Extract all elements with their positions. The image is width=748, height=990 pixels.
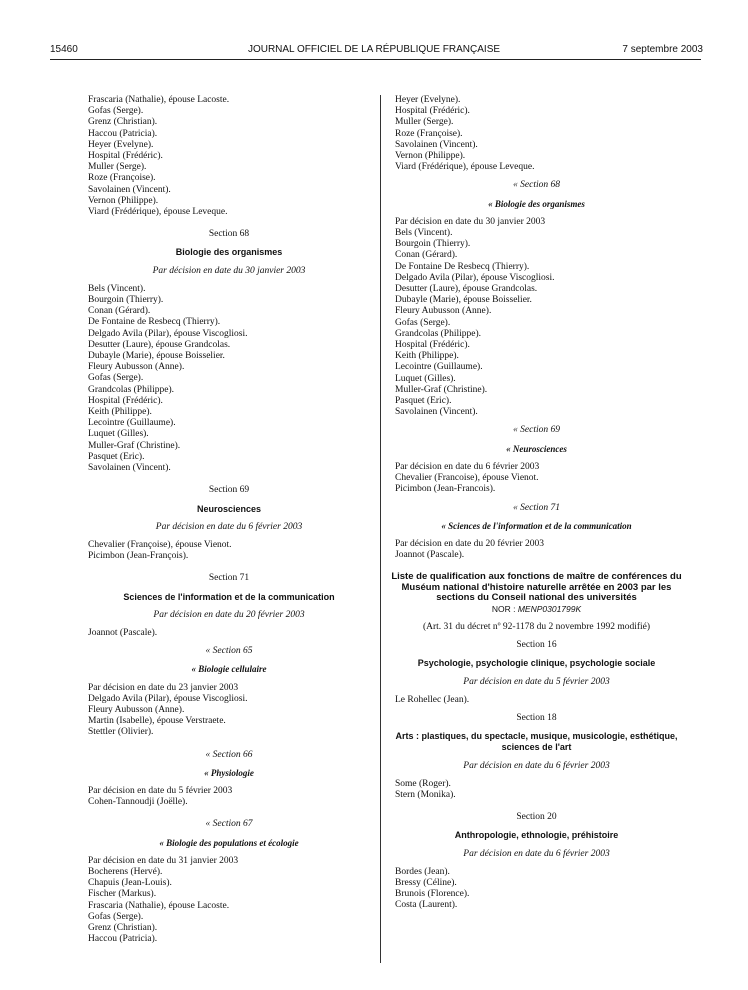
list-line: Savolainen (Vincent). [395,139,478,150]
list-line: Gofas (Serge). [88,373,144,384]
list-line: Hospital (Frédéric). [88,151,163,162]
spacer [88,585,370,592]
spacer [395,754,678,761]
list-line: Gofas (Serge). [88,911,144,922]
spacer [88,562,370,573]
spacer [395,210,678,217]
list-line: Luquet (Gilles). [88,429,149,440]
spacer [395,724,678,731]
decision-date: « Section 65 [205,646,253,657]
spacer [395,437,678,444]
spacer [88,831,370,838]
list-line: Joannot (Pascale). [395,550,465,561]
spacer [395,706,678,713]
decision-date: Par décision en date du 6 février 2003 [155,521,303,532]
subsection-title: « Biologie des organismes [488,198,585,209]
list-line: Fleury Aubusson (Anne). [88,704,185,715]
subsection-title: « Biologie cellulaire [191,664,267,675]
list-line: Bourgoin (Thierry). [88,295,164,306]
section-title: Anthropologie, ethnologie, préhistoire [454,830,619,841]
list-line: De Fontaine de Resbecq (Thierry). [88,317,221,328]
list-line: Conan (Gérard). [395,250,458,261]
section-title: Psychologie, psychologie clinique, psychologie sociale [417,658,656,669]
section-number: Section 68 [208,229,250,240]
spacer [88,515,370,522]
list-line: Par décision en date du 6 février 2003 [395,461,540,472]
list-line: Fleury Aubusson (Anne). [395,306,492,317]
section-number: Section 71 [208,573,250,584]
list-line: Chevalier (Françoise), épouse Vienot. [88,539,232,550]
section-number: Section 18 [516,713,557,724]
spacer [88,218,370,229]
list-line: Muller-Graf (Christine). [88,440,181,451]
subsection-title: « Sciences de l'information et de la communication [441,520,632,531]
decision-date: « Section 71 [513,502,560,513]
spacer [395,633,678,640]
spacer [395,688,678,695]
header-rule [50,59,701,60]
section-title: Biologie des organismes [175,247,283,258]
list-line: Hospital (Frédéric). [395,106,470,117]
list-line: Dubayle (Marie), épouse Boisselier. [88,351,225,362]
list-line: Pasquet (Eric). [88,451,145,462]
section-title: Arts : plastiques, du spectacle, musique, musicologie, esthétique, sciences de l'art [395,731,678,753]
decision-date: Par décision en date du 6 février 2003 [463,760,610,771]
section-title: Sciences de l'information et de la communication [123,591,335,602]
list-line: Lecointre (Guillaume). [88,418,176,429]
list-line: Savolainen (Vincent). [395,407,478,418]
list-line: Cohen-Tannoudji (Joëlle). [88,797,188,808]
list-line: Viard (Frédérique), épouse Leveque. [395,162,535,173]
right-column [391,95,682,912]
spacer [395,455,678,462]
list-line: Par décision en date du 23 janvier 2003 [88,682,239,693]
spacer [88,639,370,646]
section-number: Section 69 [208,485,250,496]
list-line: Martin (Isabelle), épouse Verstraete. [88,716,226,727]
spacer [88,603,370,610]
spacer [88,497,370,504]
section-number: Section 16 [516,640,557,651]
list-line: Keith (Philippe). [88,407,152,418]
list-line: Muller (Serge). [88,162,147,173]
list-line: Gofas (Serge). [395,317,451,328]
list-line: Grenz (Christian). [88,922,158,933]
list-line: Dubayle (Marie), épouse Boisselier. [395,295,532,306]
spacer [395,860,678,867]
decision-date: Par décision en date du 6 février 2003 [463,848,610,859]
list-line: Hospital (Frédéric). [88,395,163,406]
nor-reference [395,604,678,615]
list-line: Grenz (Christian). [88,117,158,128]
list-line: Pasquet (Eric). [395,396,452,407]
spacer [88,761,370,768]
page-number: 15460 [50,44,78,55]
list-line: Roze (Françoise). [395,128,463,139]
spacer [88,621,370,628]
list-line: Vernon (Philippe). [395,151,466,162]
list-line: Frascaria (Nathalie), épouse Lacoste. [88,95,230,105]
spacer [395,514,678,521]
decision-date: Par décision en date du 30 janvier 2003 [152,265,306,276]
spacer [395,823,678,830]
list-line: Desutter (Laure), épouse Grandcolas. [395,284,538,295]
list-line: Par décision en date du 31 janvier 2003 [88,855,239,866]
spacer [88,474,370,485]
list-line: Fleury Aubusson (Anne). [88,362,185,373]
list-line: Chevalier (Francoise), épouse Vienot. [395,473,539,484]
section-number: Section 20 [516,812,557,823]
list-line: Desutter (Laure), épouse Grandcolas. [88,339,231,350]
page-header [0,44,748,60]
section-title: Neurosciences [196,503,262,514]
list-line: Par décision en date du 5 février 2003 [88,785,233,796]
list-line: Lecointre (Guillaume). [395,362,483,373]
nor-label: NOR : [491,603,516,614]
subsection-title: « Neurosciences [506,443,567,454]
list-line: Grandcolas (Philippe). [395,328,482,339]
spacer [88,808,370,819]
list-line: Bordes (Jean). [395,866,450,877]
list-line: Muller-Graf (Christine). [395,384,488,395]
publication-date: 7 septembre 2003 [622,44,703,55]
list-line: Bocherens (Hervé). [88,866,163,877]
spacer [395,651,678,658]
spacer [395,532,678,539]
spacer [395,173,678,180]
list-heading: Liste de qualification aux fonctions de maître de conférences du Muséum national d'histoire naturelle arrêtée en 2003 par les sections du Conseil national des universités [391,571,682,604]
list-line: Le Rohellec (Jean). [395,694,470,705]
nor-code: MENP0301799K [517,603,582,614]
spacer [88,259,370,266]
list-line: Luquet (Gilles). [395,373,456,384]
list-line: Keith (Philippe). [395,351,459,362]
spacer [395,615,678,622]
list-line: Par décision en date du 20 février 2003 [395,538,545,549]
list-line: Costa (Laurent). [395,900,458,911]
list-line: Par décision en date du 30 janvier 2003 [395,216,546,227]
list-line: Stettler (Olivier). [88,727,154,738]
list-line: Stern (Monika). [395,790,456,801]
list-line: Bels (Vincent). [395,228,453,239]
spacer [395,496,678,503]
list-line: Frascaria (Nathalie), épouse Lacoste. [88,900,230,911]
list-line: Delgado Avila (Pilar), épouse Viscogliosi. [88,693,248,704]
list-line: Bressy (Céline). [395,878,457,889]
list-line: Bels (Vincent). [88,283,146,294]
decision-date: « Section 67 [205,819,253,830]
decision-date: Par décision en date du 20 février 2003 [153,609,305,620]
subsection-title: « Biologie des populations et écologie [159,837,299,848]
spacer [88,739,370,750]
list-line: Hospital (Frédéric). [395,340,470,351]
subsection-title: « Physiologie [204,767,254,778]
list-line: Muller (Serge). [395,117,454,128]
list-line: Delgado Avila (Pilar), épouse Viscogliosi. [88,328,248,339]
list-line: Haccou (Patricia). [88,934,158,945]
column-divider [380,95,381,963]
spacer [395,670,678,677]
list-line: Joannot (Pascale). [88,627,158,638]
left-column [88,95,370,945]
spacer [395,192,678,199]
spacer [395,801,678,812]
spacer [395,772,678,779]
list-line: De Fontaine De Resbecq (Thierry). [395,261,530,272]
list-line: Vernon (Philippe). [88,195,159,206]
spacer [88,849,370,856]
list-line: Chapuis (Jean-Louis). [88,878,172,889]
list-line: Haccou (Patricia). [88,128,158,139]
spacer [88,676,370,683]
list-line: Bourgoin (Thierry). [395,239,471,250]
spacer [395,842,678,849]
decision-date: « Section 68 [513,180,560,191]
list-line: Picimbon (Jean-François). [88,551,189,562]
list-line: Conan (Gérard). [88,306,151,317]
list-line: Delgado Avila (Pilar), épouse Viscogliosi. [395,272,555,283]
journal-title: JOURNAL OFFICIEL DE LA RÉPUBLIQUE FRANÇAISE [247,44,501,55]
list-line: Brunois (Florence). [395,889,470,900]
decision-date: « Section 69 [513,425,560,436]
list-line: Picimbon (Jean-Francois). [395,484,496,495]
spacer [395,418,678,425]
decision-date: « Section 66 [205,749,253,760]
spacer [88,533,370,540]
list-line: Savolainen (Vincent). [88,184,171,195]
list-line: Roze (Françoise). [88,173,156,184]
spacer [88,779,370,786]
spacer [88,657,370,664]
list-line: Savolainen (Vincent). [88,463,171,474]
list-line: Heyer (Evelyne). [88,139,154,150]
list-line: Viard (Frédérique), épouse Leveque. [88,207,228,218]
list-line: Heyer (Evelyne). [395,95,461,105]
decision-date: Par décision en date du 5 février 2003 [463,676,610,687]
list-line: Fischer (Markus). [88,889,157,900]
article-reference: (Art. 31 du décret nº 92-1178 du 2 novembre 1992 modifié) [422,622,651,633]
spacer [88,277,370,284]
spacer [88,240,370,247]
list-line: Some (Roger). [395,778,451,789]
list-line: Grandcolas (Philippe). [88,384,175,395]
list-line: Gofas (Serge). [88,106,144,117]
